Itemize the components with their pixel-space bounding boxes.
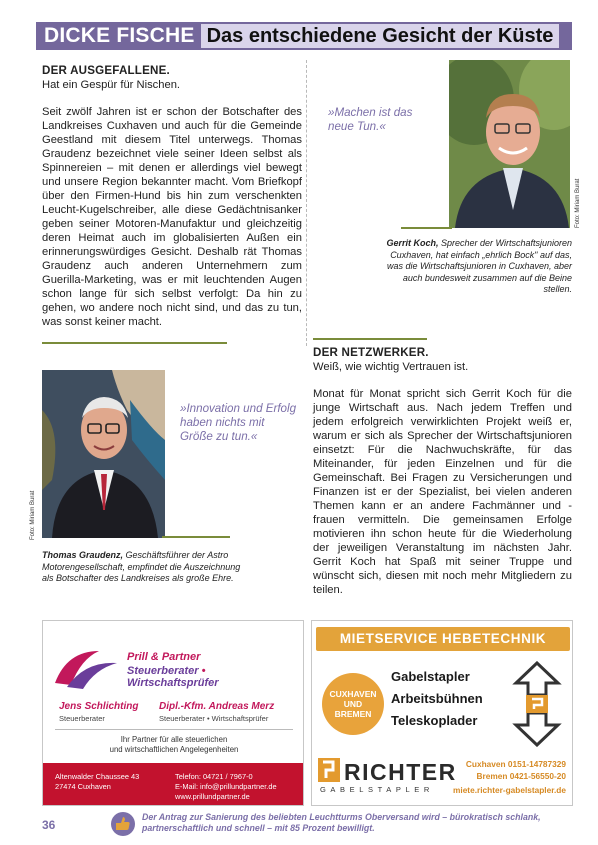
divider-photo-left — [162, 536, 230, 538]
richter-badge-line3: BREMEN — [334, 709, 372, 719]
richter-website-link[interactable]: miete.richter-gabelstapler.de — [453, 785, 566, 795]
richter-contact-cuxhaven: Cuxhaven 0151-14787329 — [465, 759, 566, 769]
prill-person2-role: Steuerberater • Wirtschaftsprüfer — [159, 714, 269, 723]
prill-brand-services — [127, 665, 293, 689]
prill-logo-icon — [53, 645, 121, 691]
page-header — [36, 22, 572, 50]
header-subtitle: Das entschiedene Gesicht der Küste — [201, 24, 560, 48]
richter-location-badge — [322, 673, 384, 735]
richter-item-gabelstapler: Gabelstapler — [391, 669, 470, 684]
prill-note-line2: und wirtschaftlichen Angelegenheiten — [109, 745, 239, 754]
photo-gerrit-koch — [449, 60, 570, 228]
lift-arrows-icon — [508, 661, 566, 747]
caption-koch-text: Sprecher der Wirtschaftsjunioren Cuxhaven, hat einfach „ehrlich Bock" auf das, was die Wirtschaftsjunioren in Cuxhaven, aber auch bundesweit zusammen auf die Beine stellen. — [386, 238, 572, 294]
caption-graudenz-name: Thomas Graudenz, — [42, 550, 124, 560]
richter-item-teleskoplader: Teleskoplader — [391, 713, 478, 728]
richter-badge-line2: UND — [343, 699, 363, 709]
article1-lead: Hat ein Gespür für Nischen. — [42, 79, 181, 91]
prill-person1-role: Steuerberater — [59, 714, 105, 723]
prill-brand-name: Prill & Partner — [127, 651, 201, 663]
article2-text — [313, 346, 572, 597]
richter-contact-bremen: Bremen 0421-56550-20 — [476, 771, 566, 781]
prill-phone: Telefon: 04721 / 7967-0 — [175, 772, 253, 781]
prill-logo — [53, 645, 293, 705]
article2-lead: Weiß, wie wichtig Vertrauen ist. — [313, 361, 469, 373]
divider-right — [313, 338, 427, 340]
prill-person1-name: Jens Schlichting — [59, 701, 139, 712]
article1-kicker: DER AUSGEFALLENE. — [42, 64, 170, 77]
richter-brand-sub: GABELSTAPLER — [320, 785, 434, 794]
prill-contact-footer — [43, 763, 303, 805]
richter-logo-icon — [318, 758, 340, 782]
prill-address-city: 27474 Cuxhaven — [55, 782, 111, 791]
caption-koch — [376, 238, 572, 296]
prill-email[interactable]: E-Mail: info@prillundpartner.de — [175, 782, 277, 791]
footer-note: Der Antrag zur Sanierung des beliebten Leuchtturms Oberversand wird – bürokratisch schlank, partnerschaftlich und schnell – mit 85 Prozent bewilligt. — [142, 812, 541, 833]
caption-graudenz-text: Geschäftsführer der Astro Motorengesellschaft, empfindet die Auszeichnung als Botschafter des Landkreises als große Ehre. — [42, 550, 241, 583]
quote-innovation: »Innovation und Erfolg haben nichts mit Größe zu tun.« — [180, 402, 297, 443]
column-divider — [306, 60, 307, 346]
header-title: DICKE FISCHE — [44, 24, 195, 47]
article2-kicker: DER NETZWERKER. — [313, 346, 429, 359]
prill-website-link[interactable]: www.prillundpartner.de — [175, 792, 250, 801]
caption-koch-name: Gerrit Koch, — [386, 238, 439, 248]
photo-credit-left: Foto: Miriam Burat — [30, 490, 36, 540]
richter-badge-line1: CUXHAVEN — [329, 689, 377, 699]
prill-brand-sep: • — [201, 665, 206, 677]
prill-address-street: Altenwalder Chaussee 43 — [55, 772, 140, 781]
ad-richter-gabelstapler[interactable] — [311, 620, 573, 806]
richter-banner: MIETSERVICE HEBETECHNIK — [316, 627, 570, 651]
richter-item-arbeitsbuehnen: Arbeitsbühnen — [391, 691, 483, 706]
article1-body: Seit zwölf Jahren ist er schon der Botschafter des Landkreises Cuxhaven und auch für die Gemeinde Geestland mit diesem Titel unterwegs. Thomas Graudenz bezeichnet viele seiner Ideen selbst als Spinnereien – mit denen er allerdings viel bewegt und unsere Region bekannter macht. Vom Briefkopf über den Firmen-Hund bis hin zum verschenkten Leucht-Kugelschreiber, alle diese Gedächtnisanker geben seiner Motoren-Manufaktur und gleichzeitig deren Heimat auch im globalisierten Außen ein erinnerungswürdiges Gesicht. Deshalb rät Thomas Graudenz auch anderen Unternehmern zum Guerilla-Marketing, was er mit leuchtenden Augen schon lange für sich selbst verfolgt: Da hin zu gehen, wo andere noch nicht sind, und das zu tun, was sonst keiner macht. — [42, 106, 302, 328]
divider-photo-right — [401, 227, 452, 229]
divider-left — [42, 342, 227, 344]
caption-graudenz — [42, 550, 242, 585]
richter-brand: RICHTER — [344, 759, 457, 785]
prill-brand-services-a: Steuerberater — [127, 665, 199, 677]
photo-credit-right: Foto: Miriam Burat — [575, 178, 581, 228]
prill-person2-name: Dipl.-Kfm. Andreas Merz — [159, 701, 275, 712]
prill-brand-services-b: Wirtschaftsprüfer — [127, 677, 219, 689]
photo-thomas-graudenz — [42, 370, 165, 538]
prill-rule — [55, 729, 293, 730]
article2-body: Monat für Monat spricht sich Gerrit Koch für die junge Wirtschaft aus. Nach jedem Treffen und jedem erfolgreich verwirklichten Projekt weiß er, warum er sich als Sprecher der Wirtschaftsjunioren einsetzt: Für die Nachwuchskräfte, für das Miteinander, für jeden Einzelnen und für die Gemeinschaft. Bei Fragen zu Versicherungen und Finanzen ist er der Spezialist, bei vielen anderen Themen kann er an andere Fachmänner und -frauen vermitteln. Die gemeinsamen Erfolge motivieren ihn schon heute für die Wiederholung der jeweiligen Veranstaltung im nächsten Jahr. Gerrit Koch hat Spaß mit seiner Truppe und wünscht sich, diesen mit noch mehr Mitgliedern zu teilen. — [313, 388, 572, 596]
quote-machen: »Machen ist das neue Tun.« — [328, 106, 413, 133]
page-number: 36 — [42, 818, 56, 832]
article1-text — [42, 64, 302, 329]
prill-note-line1: Ihr Partner für alle steuerlichen — [120, 735, 228, 744]
ad-prill-partner[interactable] — [42, 620, 304, 806]
thumbs-up-icon — [111, 812, 135, 836]
